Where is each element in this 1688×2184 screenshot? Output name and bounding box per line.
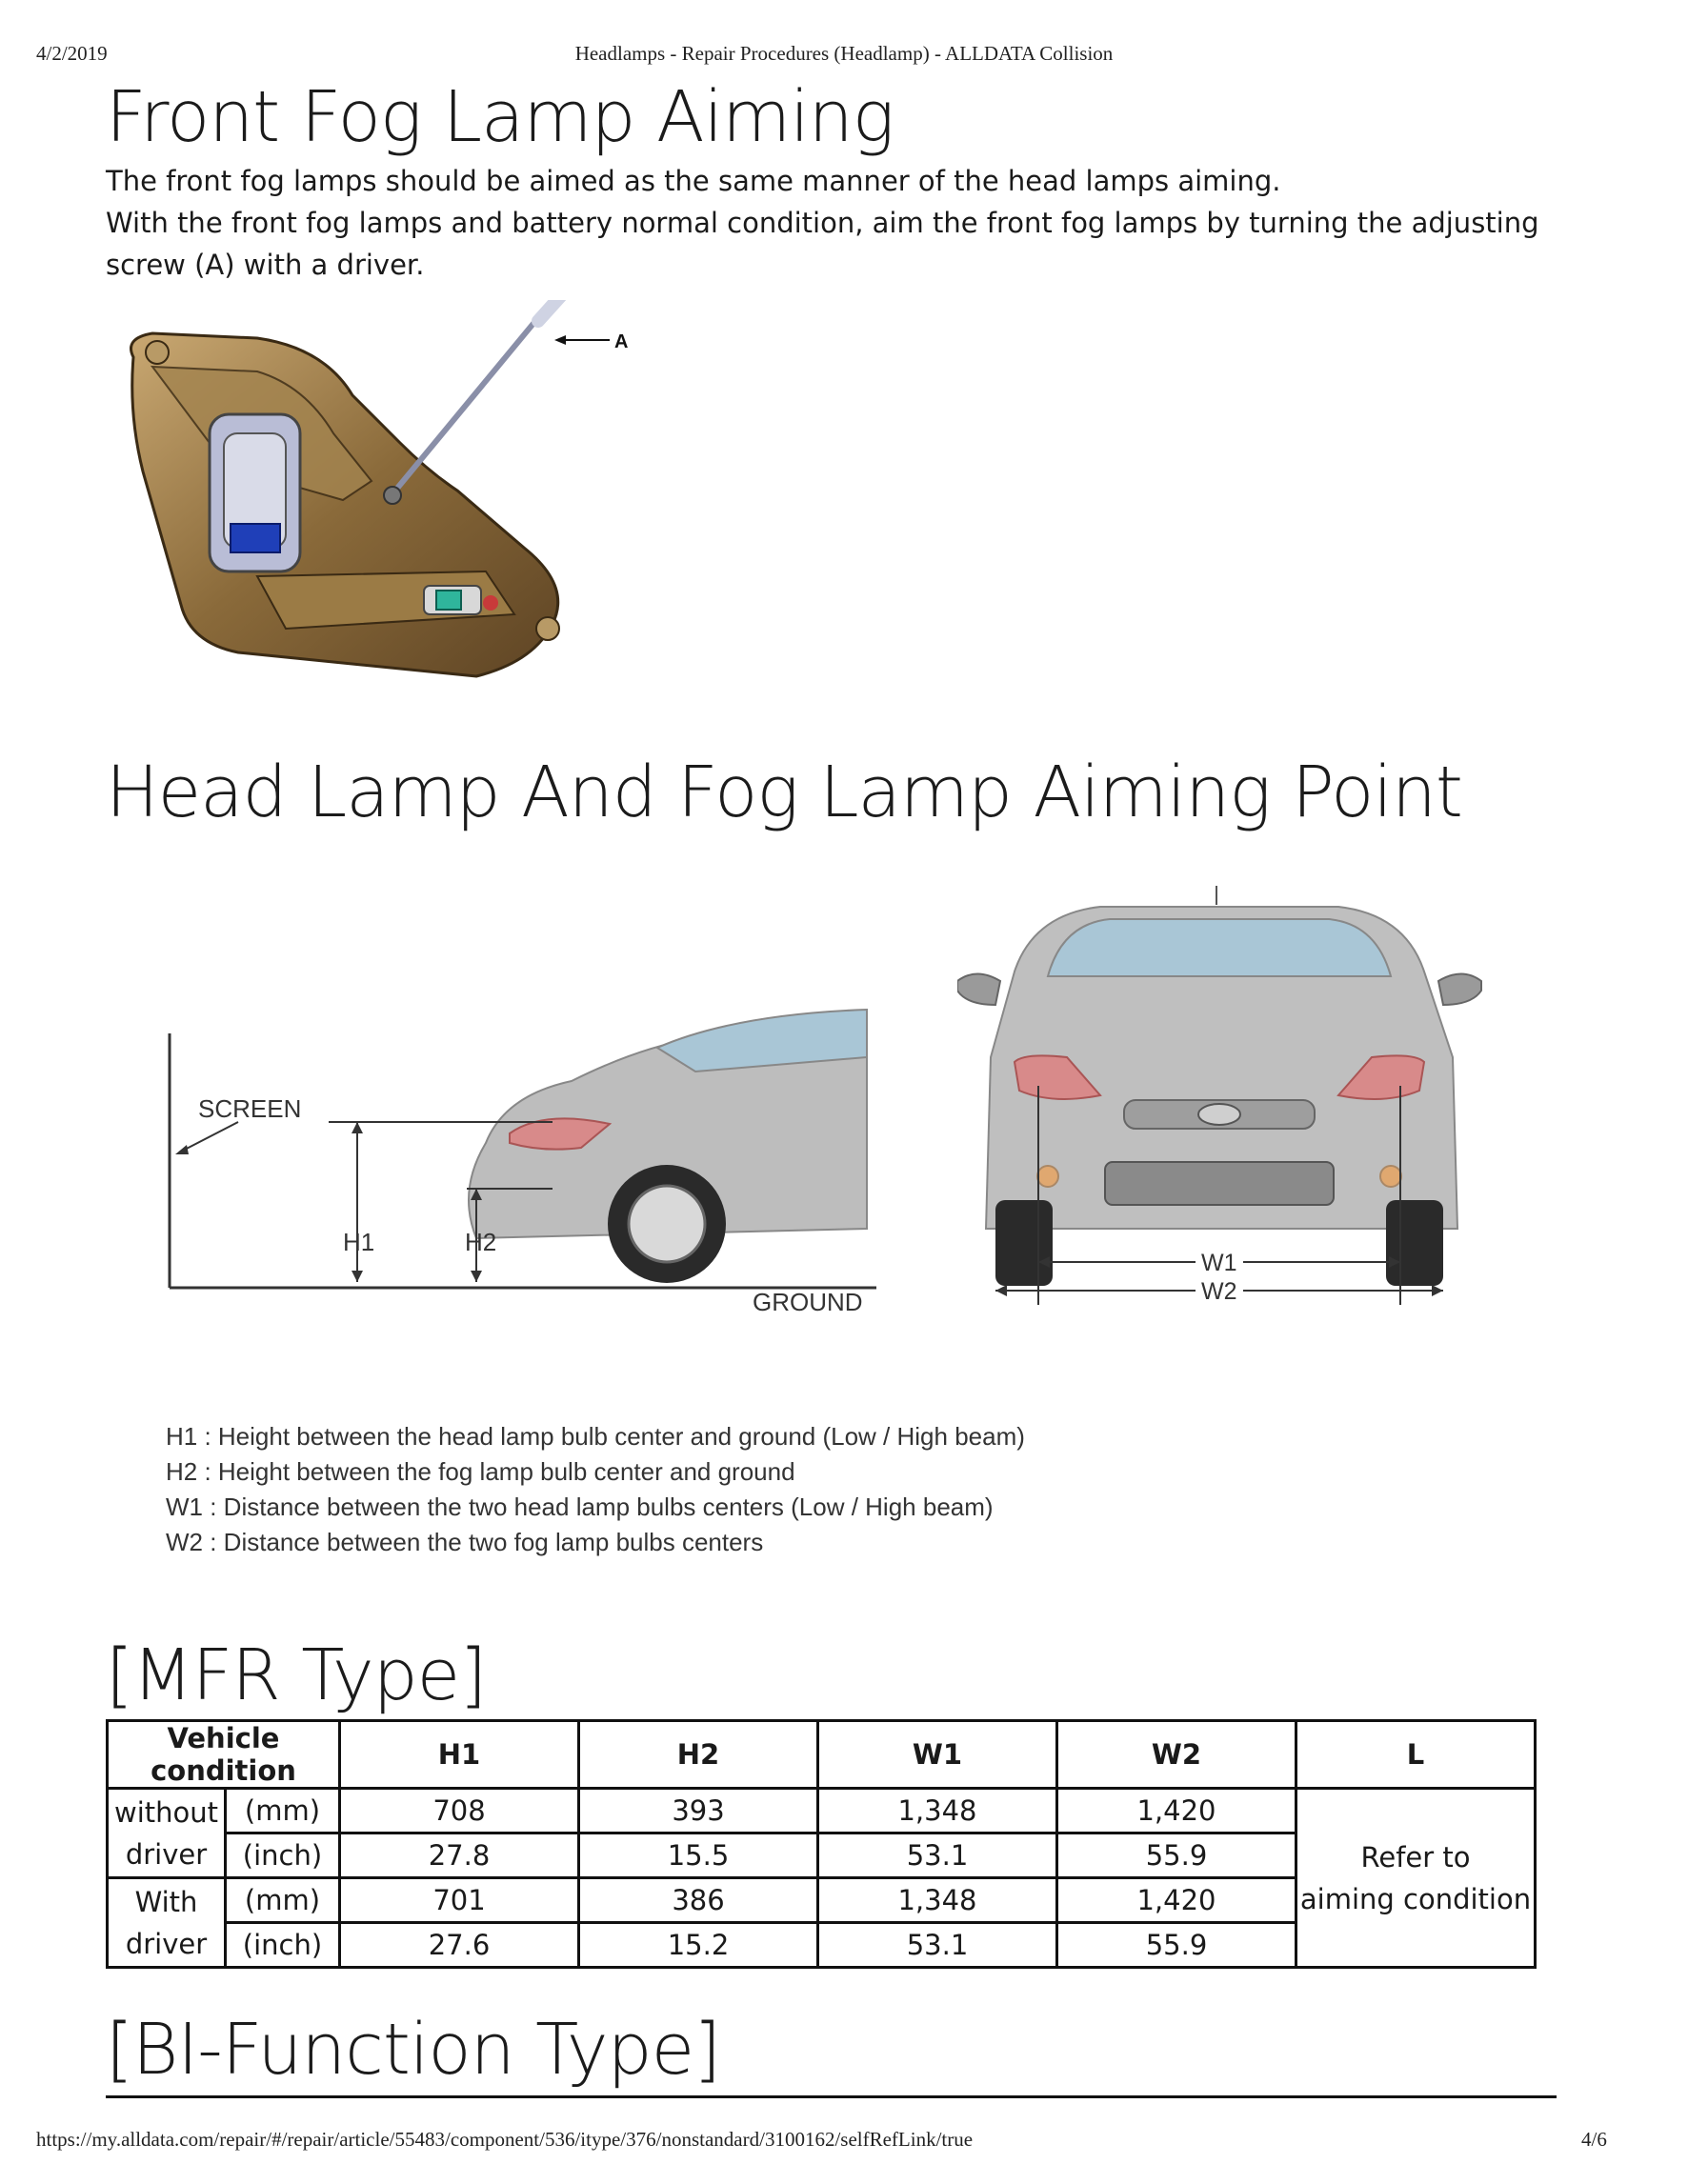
section-divider [106, 2095, 1557, 2098]
unit-cell: (mm) [226, 1878, 340, 1923]
header-w1: W1 [818, 1721, 1057, 1789]
w1-cell: 1,348 [818, 1789, 1057, 1833]
front-view-diagram [957, 886, 1491, 1314]
w2-cell: 1,420 [1057, 1789, 1296, 1833]
l-value-cell [1296, 1789, 1536, 1968]
section-title-aiming-point: Head Lamp And Fog Lamp Aiming Point [106, 751, 1462, 833]
print-page-number: 4/6 [1581, 2128, 1607, 2151]
group-label-line: without [113, 1795, 219, 1829]
l-value-line: aiming condition [1299, 1882, 1532, 1915]
h2-cell: 386 [579, 1878, 818, 1923]
h2-cell: 15.5 [579, 1833, 818, 1878]
header-w2: W2 [1057, 1721, 1296, 1789]
table-row [108, 1789, 1536, 1833]
header-h1: H1 [340, 1721, 579, 1789]
label-ground: GROUND [753, 1288, 863, 1316]
section-title-fog-lamp-aiming: Front Fog Lamp Aiming [106, 76, 894, 158]
legend-w1: W1 : Distance between the two head lamp bulbs centers (Low / High beam) [166, 1493, 994, 1521]
header-h2: H2 [579, 1721, 818, 1789]
print-url: https://my.alldata.com/repair/#/repair/article/55483/component/536/itype/376/nonstandard/3100162/selfRefLink/true [36, 2128, 974, 2151]
print-doc-title: Headlamps - Repair Procedures (Headlamp) - ALLDATA Collision [574, 42, 1114, 65]
h2-cell: 393 [579, 1789, 818, 1833]
callout-a: A [614, 331, 629, 352]
dimension-legend [166, 1419, 1025, 1560]
group-label-without-driver [108, 1789, 226, 1878]
w2-cell: 55.9 [1057, 1833, 1296, 1878]
fog-lamp-adjust-figure [114, 300, 648, 700]
instruction-line-2: With the front fog lamps and battery normal condition, aim the front fog lamps by turning the adjusting screw (A) with a driver. [106, 207, 1539, 281]
l-value-line: Refer to [1360, 1840, 1471, 1873]
h1-cell: 708 [340, 1789, 579, 1833]
w1-cell: 1,348 [818, 1878, 1057, 1923]
unit-cell: (inch) [226, 1833, 340, 1878]
label-w2: W2 [1201, 1278, 1237, 1305]
group-label-with-driver [108, 1878, 226, 1968]
label-h1: H1 [343, 1228, 375, 1256]
unit-cell: (mm) [226, 1789, 340, 1833]
header-l: L [1296, 1721, 1536, 1789]
unit-cell: (inch) [226, 1923, 340, 1968]
legend-h1: H1 : Height between the head lamp bulb center and ground (Low / High beam) [166, 1422, 1025, 1451]
header-vehicle-condition: Vehicle condition [108, 1721, 340, 1789]
fog-aiming-instructions [106, 160, 1592, 286]
label-screen: SCREEN [198, 1094, 302, 1123]
section-title-mfr-type: [MFR Type] [106, 1634, 487, 1716]
print-date: 4/2/2019 [36, 42, 108, 65]
w2-cell: 55.9 [1057, 1923, 1296, 1968]
group-label-line: driver [125, 1837, 208, 1871]
h2-cell: 15.2 [579, 1923, 818, 1968]
instruction-line-1: The front fog lamps should be aimed as the same manner of the head lamps aiming. [106, 165, 1281, 197]
h1-cell: 27.6 [340, 1923, 579, 1968]
group-label-line: driver [125, 1927, 208, 1960]
mfr-aiming-table [106, 1719, 1537, 1969]
side-view-diagram [162, 981, 886, 1324]
legend-w2: W2 : Distance between the two fog lamp bulbs centers [166, 1528, 764, 1556]
legend-h2: H2 : Height between the fog lamp bulb center and ground [166, 1457, 795, 1486]
section-title-bi-function-type: [BI-Function Type] [106, 2009, 720, 2091]
h1-cell: 701 [340, 1878, 579, 1923]
label-h2: H2 [465, 1228, 497, 1256]
group-label-line: With [134, 1885, 198, 1918]
w2-cell: 1,420 [1057, 1878, 1296, 1923]
w1-cell: 53.1 [818, 1923, 1057, 1968]
w1-cell: 53.1 [818, 1833, 1057, 1878]
table-header-row [108, 1721, 1536, 1789]
h1-cell: 27.8 [340, 1833, 579, 1878]
label-w1: W1 [1201, 1250, 1237, 1276]
